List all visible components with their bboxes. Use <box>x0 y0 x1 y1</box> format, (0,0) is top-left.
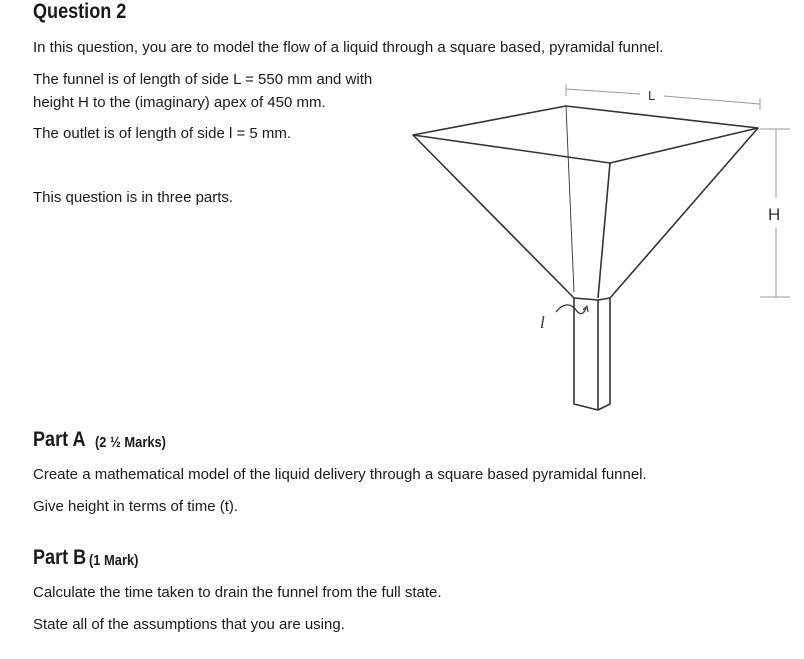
part-a-marks: (2 ½ Marks) <box>95 434 166 451</box>
funnel-back-edge <box>566 106 574 292</box>
part-b-marks: (1 Mark) <box>89 552 139 569</box>
part-b-text-2: State all of the assumptions that you are using. <box>33 616 345 633</box>
funnel-front-edge <box>598 163 610 298</box>
label-l: l <box>540 313 545 332</box>
funnel-height-text: height H to the (imaginary) apex of 450 mm. <box>33 94 326 111</box>
dimension-L <box>566 84 760 110</box>
funnel-side-text: The funnel is of length of side L = 550 mm and with <box>33 71 373 88</box>
label-H: H <box>768 205 781 224</box>
question-heading: Question 2 <box>33 0 127 23</box>
part-b-text-1: Calculate the time taken to drain the funnel from the full state. <box>33 584 442 601</box>
funnel-right-edge <box>610 128 758 298</box>
parts-note: This question is in three parts. <box>33 189 234 206</box>
part-b-heading: Part B <box>33 546 87 569</box>
question-intro: In this question, you are to model the flow of a liquid through a square based, pyramidal funnel. <box>33 39 664 56</box>
part-a-text-1: Create a mathematical model of the liquid delivery through a square based pyramidal funnel. <box>33 466 647 483</box>
part-a-text-2: Give height in terms of time (t). <box>33 498 239 515</box>
funnel-left-edge <box>413 135 574 298</box>
outlet-tube <box>574 298 610 410</box>
label-L: L <box>648 88 656 103</box>
outlet-side-text: The outlet is of length of side l = 5 mm. <box>33 125 292 142</box>
funnel-cone-bottom <box>574 298 610 300</box>
part-a-heading: Part A <box>33 428 86 451</box>
funnel-rim <box>413 106 758 163</box>
outlet-leader <box>556 305 586 314</box>
